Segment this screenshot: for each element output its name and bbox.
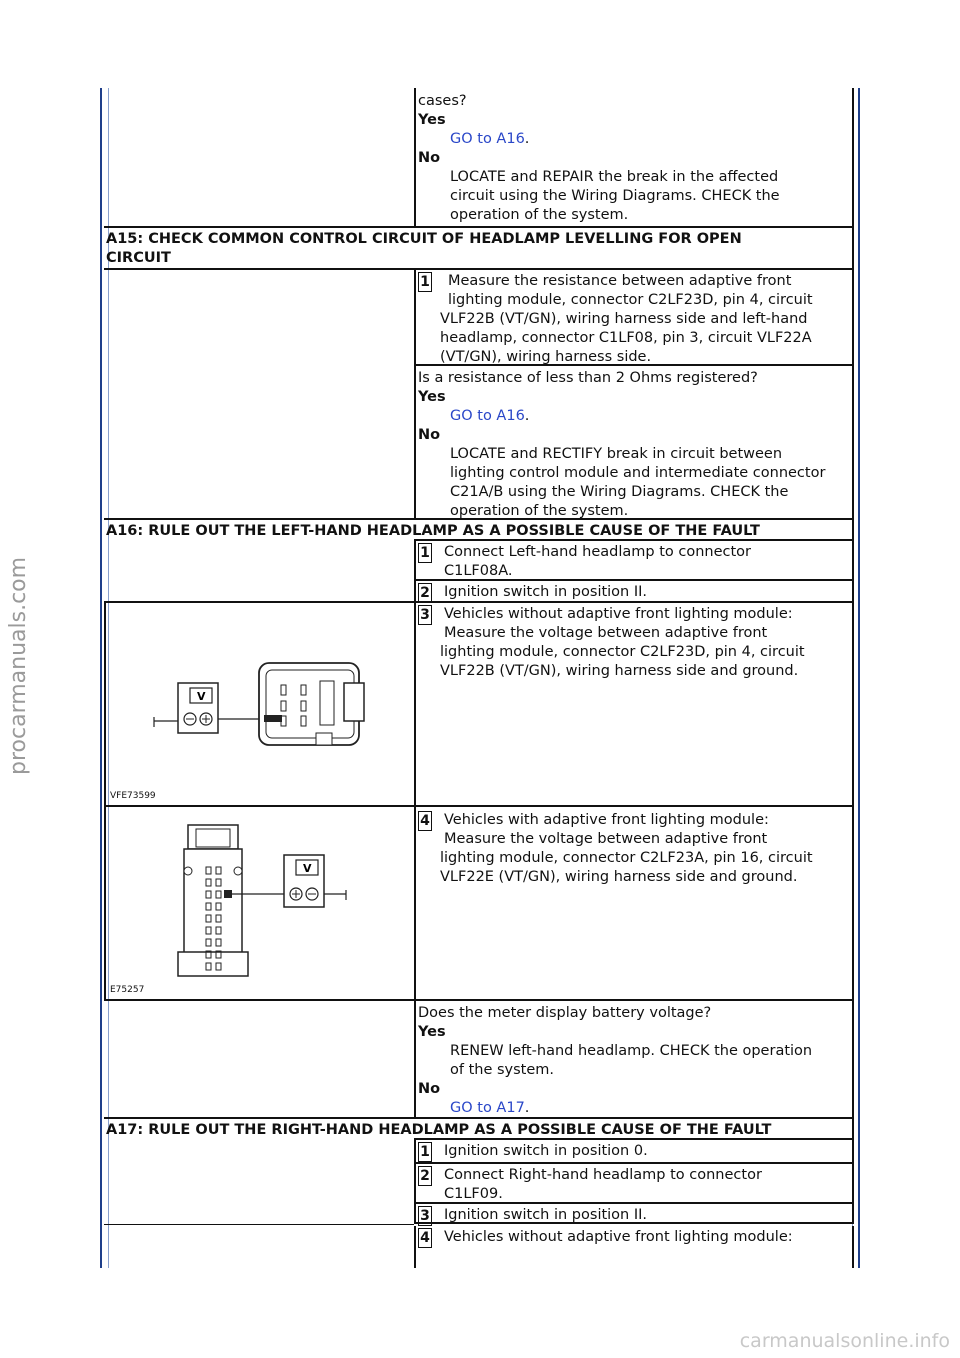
a16-step3: [414, 601, 854, 807]
step-number: 4: [418, 1228, 432, 1248]
voltmeter-connector-diagram-1: [106, 603, 412, 803]
step-text: Vehicles without adaptive front lighting module: Measure the voltage between adaptive front lighting module, connector C2LF23D, pin 4, circuit VLF22B (VT/GN), wiring harness side and ground.: [440, 606, 805, 679]
meter-label: V: [303, 862, 312, 875]
watermark-bottom: carmanualsonline.info: [739, 1330, 950, 1352]
step-number: 1: [418, 543, 432, 563]
image-caption: VFE73599: [110, 791, 156, 801]
a16-heading: A16: RULE OUT THE LEFT-HAND HEADLAMP AS A POSSIBLE CAUSE OF THE FAULT: [104, 518, 854, 539]
step-text: Vehicles with adaptive front lighting module: Measure the voltage between adaptive front lighting module, connector C2LF23A, pin 16, circuit VLF22E (VT/GN), wiring harness side and ground.: [440, 812, 813, 885]
top-continued-cell: [414, 88, 854, 226]
a15-question-cell: [414, 364, 854, 518]
go-to-a16-link[interactable]: GO to A16: [450, 408, 525, 424]
yes-action-line-2: of the system.: [450, 1062, 555, 1078]
a16-step1: [414, 539, 854, 579]
voltmeter-connector-diagram-2: [106, 807, 412, 997]
go-to-a16-link[interactable]: GO to A16: [450, 131, 525, 147]
a15-heading: A15: CHECK COMMON CONTROL CIRCUIT OF HEADLAMP LEVELLING FOR OPEN CIRCUIT: [104, 226, 854, 268]
a17-step2: [414, 1162, 854, 1202]
yes-action: GO to A16.: [450, 408, 530, 424]
a16-step2: [414, 579, 854, 601]
no-action: GO to A17.: [450, 1100, 530, 1116]
a17-step1: [414, 1138, 854, 1162]
step-number: 4: [418, 811, 432, 831]
step-number: 1: [418, 272, 432, 292]
no-label: No: [418, 150, 441, 166]
yes-action: GO to A16.: [450, 131, 530, 147]
no-action-line-3: C21A/B using the Wiring Diagrams. CHECK the: [450, 484, 789, 500]
image-caption: E75257: [110, 985, 145, 995]
question-text: Is a resistance of less than 2 Ohms registered?: [418, 370, 758, 386]
a16-step4-image-cell: [104, 807, 414, 1001]
step-text: Connect Left-hand headlamp to connector C1LF08A.: [444, 544, 752, 579]
meter-label: V: [197, 690, 206, 703]
step-text: Ignition switch in position II.: [444, 584, 648, 600]
step-number: 2: [418, 1166, 432, 1186]
a16-step4: [414, 807, 854, 1001]
no-label: No: [418, 427, 441, 443]
step-number: 3: [418, 605, 432, 625]
step-text: Vehicles without adaptive front lighting module:: [444, 1229, 793, 1245]
a16-step3-image-cell: [104, 601, 414, 807]
a16-question-cell: [414, 1001, 854, 1117]
yes-label: Yes: [418, 1024, 446, 1040]
a15-step1-left: [104, 268, 414, 364]
no-action-line-1: LOCATE and RECTIFY break in circuit between: [450, 446, 783, 462]
no-action-line-3: operation of the system.: [450, 207, 629, 223]
yes-label: Yes: [418, 112, 446, 128]
continued-text: cases?: [418, 93, 467, 109]
a17-step4-left: [104, 1224, 414, 1268]
page-border-left: [100, 88, 102, 1268]
a17-heading: A17: RULE OUT THE RIGHT-HAND HEADLAMP AS A POSSIBLE CAUSE OF THE FAULT: [104, 1117, 854, 1138]
go-to-a17-link[interactable]: GO to A17: [450, 1100, 525, 1116]
question-text: Does the meter display battery voltage?: [418, 1005, 712, 1021]
no-action-line-2: lighting control module and intermediate connector: [450, 465, 826, 481]
step-text: Ignition switch in position 0.: [444, 1143, 648, 1159]
a17-step3: [414, 1202, 854, 1224]
yes-action-line-1: RENEW left-hand headlamp. CHECK the operation: [450, 1043, 813, 1059]
a17-step4: [414, 1226, 854, 1268]
step-number: 1: [418, 1142, 432, 1162]
step-text: Ignition switch in position II.: [444, 1207, 648, 1223]
no-action-line-2: circuit using the Wiring Diagrams. CHECK the: [450, 188, 780, 204]
step-number: 3: [418, 1206, 432, 1226]
step-text: Connect Right-hand headlamp to connector C1LF09.: [444, 1167, 762, 1202]
step-number: 2: [418, 583, 432, 603]
no-action-line-4: operation of the system.: [450, 503, 629, 519]
step-text: Measure the resistance between adaptive front lighting module, connector C2LF23D, pin 4, circuit VLF22B (VT/GN), wiring harness side and left-hand headlamp, connector C1LF08, pin 3, circuit VLF22A (VT/GN), wiring harness side.: [440, 273, 813, 365]
no-action-line-1: LOCATE and REPAIR the break in the affected: [450, 169, 779, 185]
yes-label: Yes: [418, 389, 446, 405]
no-label: No: [418, 1081, 441, 1097]
watermark-left: procarmanuals.com: [6, 556, 31, 775]
a15-step1: [414, 268, 854, 364]
page-border-right: [858, 88, 860, 1268]
